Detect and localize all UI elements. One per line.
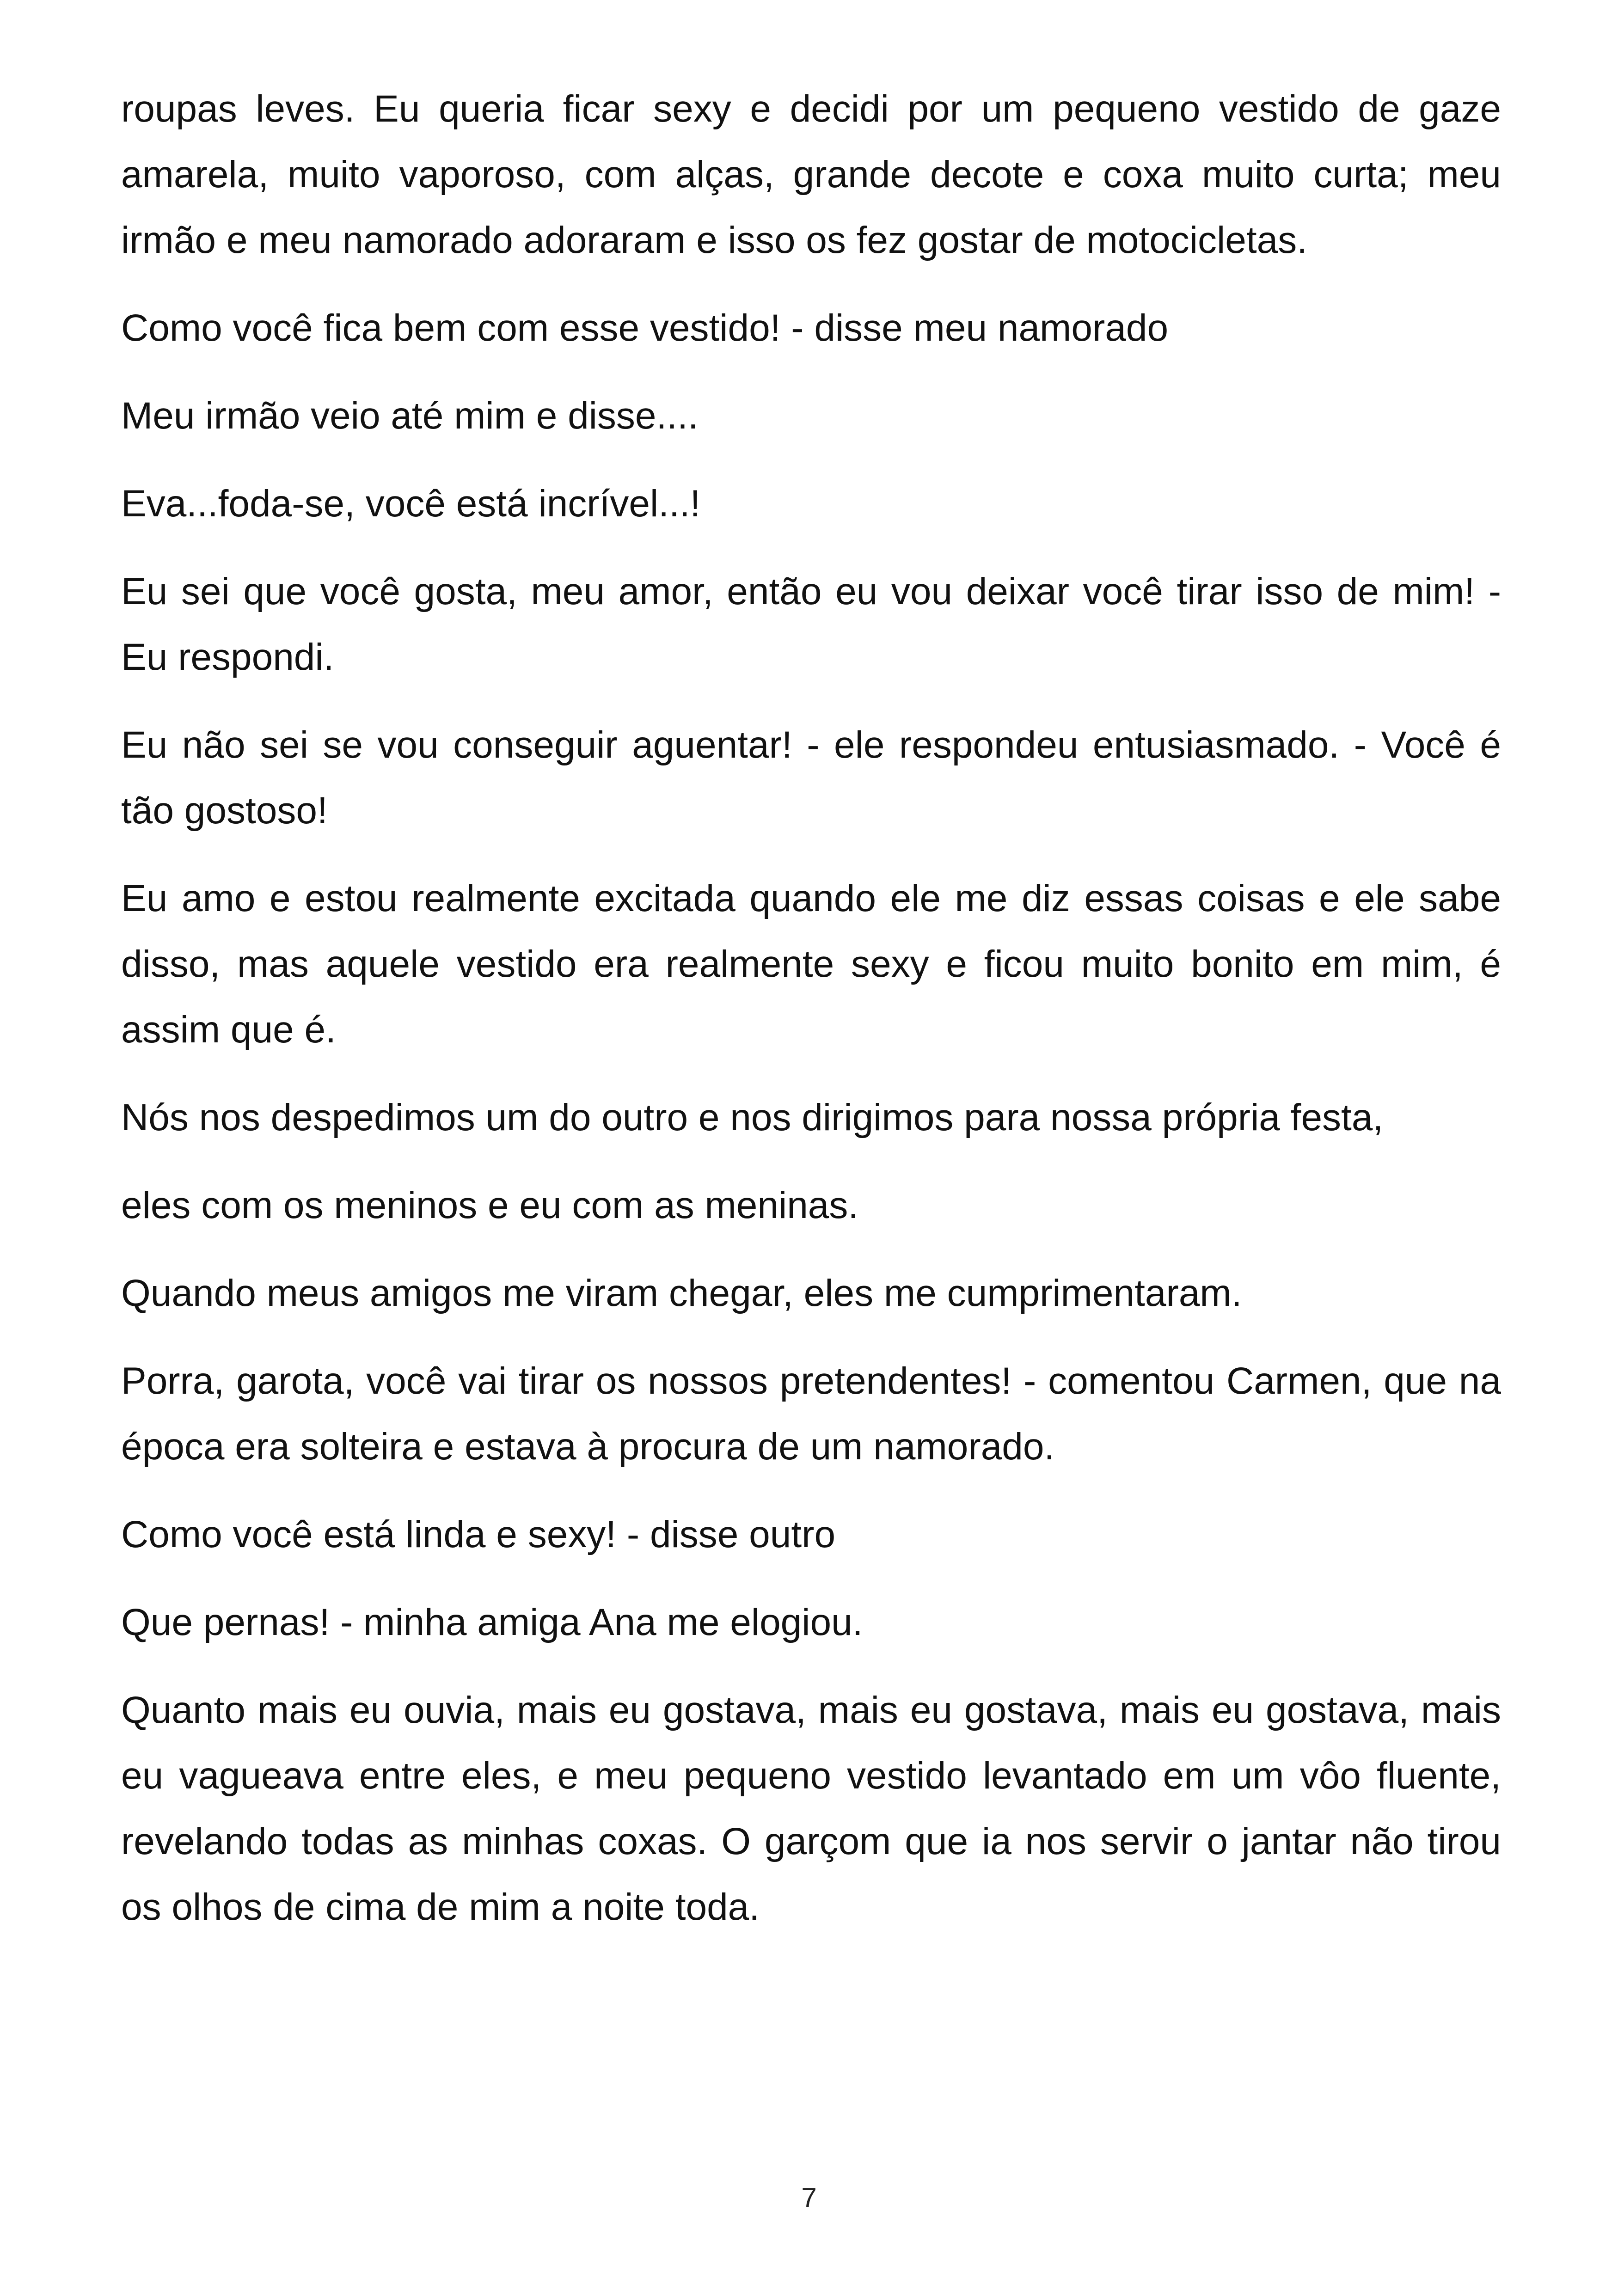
paragraph-6: Eu não sei se vou conseguir aguentar! - ele respondeu entusiasmado. - Você é tão gostoso! bbox=[121, 724, 1501, 832]
body-text bbox=[121, 76, 1501, 1962]
paragraph-8: Nós nos despedimos um do outro e nos dirigimos para nossa própria festa, bbox=[121, 1096, 1384, 1139]
paragraph-1: roupas leves. Eu queria ficar sexy e decidi por um pequeno vestido de gaze amarela, muito vaporoso, com alças, grande decote e coxa muito curta; meu irmão e meu namorado adoraram e isso os fez gostar de motocicletas. bbox=[121, 88, 1501, 261]
paragraph-3: Meu irmão veio até mim e disse.... bbox=[121, 395, 699, 437]
page-number: 7 bbox=[801, 2182, 817, 2213]
paragraph-9: eles com os meninos e eu com as meninas. bbox=[121, 1184, 859, 1226]
paragraph-7: Eu amo e estou realmente excitada quando ele me diz essas coisas e ele sabe disso, mas aquele vestido era realmente sexy e ficou muito bonito em mim, é assim que é. bbox=[121, 877, 1501, 1051]
paragraph-14: Quanto mais eu ouvia, mais eu gostava, mais eu gostava, mais eu gostava, mais eu vagueava entre eles, e meu pequeno vestido levantado em um vôo fluente, revelando todas as minhas coxas. O garçom que ia nos servir o jantar não tirou os olhos de cima de mim a noite toda. bbox=[121, 1689, 1501, 1928]
paragraph-10: Quando meus amigos me viram chegar, eles me cumprimentaram. bbox=[121, 1272, 1242, 1314]
paragraph-4: Eva...foda-se, você está incrível...! bbox=[121, 483, 701, 525]
paragraph-11: Porra, garota, você vai tirar os nossos pretendentes! - comentou Carmen, que na época era solteira e estava à procura de um namorado. bbox=[121, 1360, 1501, 1468]
paragraph-12: Como você está linda e sexy! - disse outro bbox=[121, 1513, 836, 1555]
paragraph-13: Que pernas! - minha amiga Ana me elogiou. bbox=[121, 1601, 863, 1643]
paragraph-5: Eu sei que você gosta, meu amor, então eu vou deixar você tirar isso de mim! - Eu respondi. bbox=[121, 570, 1501, 678]
paragraph-2: Como você fica bem com esse vestido! - disse meu namorado bbox=[121, 307, 1169, 349]
